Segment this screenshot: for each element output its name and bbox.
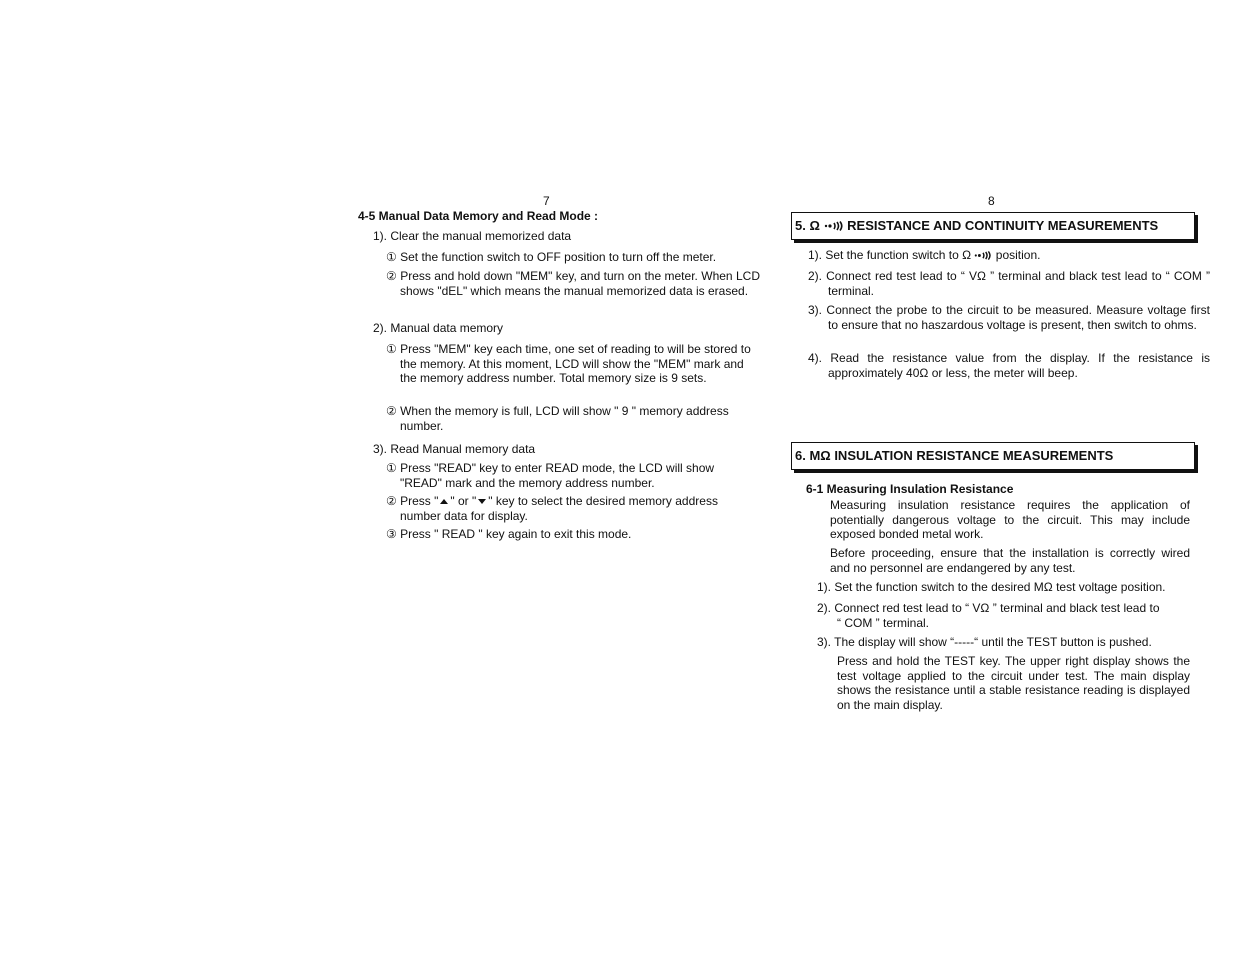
- list-item: [386, 461, 745, 490]
- circled-number: ①: [386, 461, 397, 475]
- subsection-heading: 3). Read Manual memory data: [373, 442, 536, 456]
- omega-symbol: Ω: [809, 218, 820, 233]
- list-item: [808, 248, 1040, 263]
- omega-symbol: Ω: [976, 269, 986, 283]
- paragraph: Before proceeding, ensure that the installation is correctly wired and no personnel are endangered by any test.: [830, 546, 1190, 575]
- list-item: 3). Connect the probe to the circuit to be measured. Measure voltage first to ensure that no haszardous voltage is present, then switch to ohms.: [808, 303, 1210, 332]
- omega-symbol: Ω: [962, 248, 972, 262]
- list-item: [817, 580, 1166, 595]
- omega-symbol: Ω: [980, 601, 990, 615]
- list-item-text: Press " READ " key again to exit this mode.: [400, 527, 632, 541]
- subsection-heading: 2). Manual data memory: [373, 321, 504, 335]
- subsection-heading: 6-1 Measuring Insulation Resistance: [806, 482, 1014, 496]
- list-item-text: ” terminal and black test lead to: [989, 601, 1160, 615]
- list-item-text: position.: [995, 248, 1041, 262]
- circled-number: ②: [386, 494, 397, 508]
- continuity-beep-icon: [974, 251, 992, 260]
- list-item-text: 2). Connect red test lead to “ V: [808, 269, 977, 283]
- list-item-continuation: “ COM ” terminal.: [837, 616, 930, 630]
- list-item-text: When the memory is full, LCD will show " 9 " memory address number.: [400, 404, 729, 433]
- list-item: [386, 342, 760, 386]
- list-item-text: test voltage position.: [1052, 580, 1166, 594]
- list-item-text: 2). Connect red test lead to “ V: [817, 601, 981, 615]
- list-item-text: ” terminal and black test lead to “ COM ” terminal.: [828, 269, 1210, 298]
- down-arrow-icon: [478, 499, 486, 504]
- list-item-text: Press and hold down "MEM" key, and turn on the meter. When LCD shows "dEL" which means the manual memorized data is erased.: [400, 269, 760, 298]
- list-item-text: or less, the meter will beep.: [928, 365, 1078, 380]
- list-item-text: 1). Set the function switch to: [808, 248, 959, 262]
- circled-number: ②: [386, 404, 397, 418]
- circled-number: ①: [386, 250, 397, 264]
- list-item-text: Press "MEM" key each time, one set of reading to will be stored to the memory. At this moment, LCD will show the "MEM" mark and the memory address number. Total memory size is 9 sets.: [400, 342, 751, 385]
- circled-number: ②: [386, 269, 397, 283]
- list-item-text-b: " or ": [450, 494, 477, 508]
- list-item: [386, 250, 745, 265]
- list-item: [386, 269, 760, 298]
- page-number: 8: [988, 194, 995, 208]
- list-item-text-c: " key to select the desired memory address number data for display.: [400, 494, 718, 523]
- page-number: 7: [543, 194, 550, 208]
- circled-number: ①: [386, 342, 397, 356]
- list-item-text: Set the function switch to OFF position to turn off the meter.: [400, 250, 717, 264]
- heading-number: 5.: [795, 218, 806, 233]
- continuity-beep-icon: [824, 221, 844, 231]
- list-item-text: Press "READ" key to enter READ mode, the LCD will show "READ" mark and the memory address number.: [400, 461, 715, 490]
- section-heading-resistance: [791, 212, 1195, 240]
- paragraph: Measuring insulation resistance requires the application of potentially dangerous voltage to the circuit. This may include exposed bonded metal work.: [830, 498, 1190, 541]
- paragraph: Press and hold the TEST key. The upper right display shows the test voltage applied to the circuit under test. The main display shows the resistance until a stable resistance reading is displayed on the main display.: [837, 654, 1190, 712]
- section-title: 4-5 Manual Data Memory and Read Mode :: [358, 209, 599, 223]
- list-item-text-a: Press ": [400, 494, 439, 508]
- list-item: [386, 404, 760, 433]
- omega-symbol: Ω: [1043, 580, 1053, 594]
- list-item-text: 4). Read the resistance value from the display. If the resistance is approximately 40: [808, 351, 1210, 380]
- section-heading-insulation: 6. MΩ INSULATION RESISTANCE MEASUREMENTS: [791, 442, 1195, 470]
- list-item: [808, 351, 1210, 380]
- omega-symbol: Ω: [919, 365, 929, 380]
- list-item-text: 1). Set the function switch to the desired M: [817, 580, 1044, 594]
- up-arrow-icon: [440, 499, 448, 504]
- list-item: [817, 601, 1160, 616]
- list-item: [808, 269, 1210, 298]
- list-item: [386, 494, 760, 523]
- list-item: 3). The display will show “-----“ until the TEST button is pushed.: [817, 635, 1152, 649]
- circled-number: ③: [386, 527, 397, 541]
- list-item: [386, 527, 745, 542]
- subsection-heading: 1). Clear the manual memorized data: [373, 229, 572, 243]
- heading-title: RESISTANCE AND CONTINUITY MEASUREMENTS: [847, 218, 1159, 233]
